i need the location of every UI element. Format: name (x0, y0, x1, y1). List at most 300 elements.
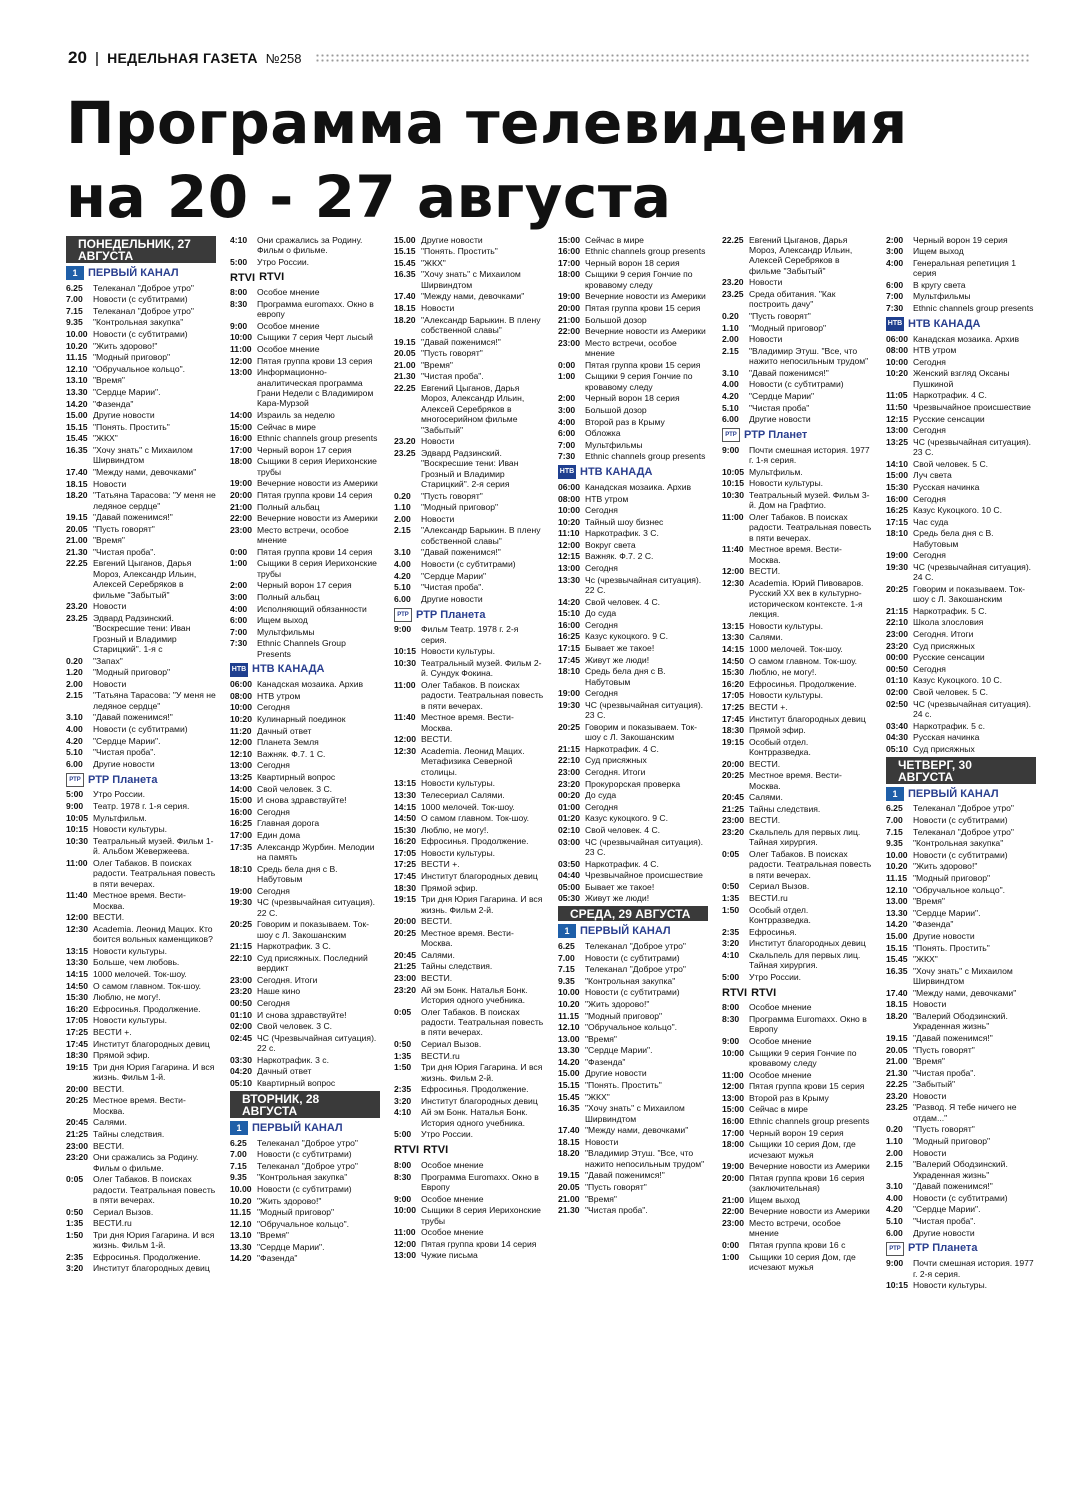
program-time: 13.10 (230, 1230, 252, 1241)
channel-name: RTVI (751, 986, 777, 999)
program-time: 9.35 (886, 838, 903, 849)
program-title: Новости культуры. (913, 1280, 988, 1291)
program-time: 5.10 (722, 402, 739, 413)
program-title: Наркотрафик. 3 с. (257, 1054, 329, 1065)
program-title: ЧС (чрезвычайная ситуация). 24 С. (913, 561, 1032, 583)
program-time: 18:30 (66, 1050, 88, 1061)
program-entry (394, 1205, 544, 1227)
program-entry (558, 516, 708, 528)
program-time: 14:20 (558, 596, 580, 607)
program-entry (394, 1238, 544, 1250)
program-time: 6:00 (558, 428, 576, 439)
program-time: 14:15 (722, 643, 744, 654)
program-time: 12.10 (558, 1022, 580, 1033)
program-title: "Сердце Марии" (749, 390, 815, 401)
program-time: 3:20 (722, 938, 740, 949)
program-entry (722, 334, 872, 346)
program-title: Олег Табаков. В поисках радости. Театральная повесть в пяти вечерах. (421, 679, 544, 711)
program-entry (558, 813, 708, 825)
program-title: Ефросинья. Продолжение. (93, 1251, 201, 1262)
program-title: "Давай поженимся!" (913, 1032, 993, 1043)
schedule-column-3 (394, 234, 544, 1496)
program-entry (558, 824, 708, 836)
program-entry (722, 655, 872, 667)
program-time: 13:00 (886, 425, 908, 436)
program-title: Сегодня (257, 806, 290, 817)
program-entry (66, 546, 216, 558)
program-time: 8:30 (230, 298, 248, 309)
program-time: 7:00 (230, 626, 248, 637)
program-time: 02:45 (230, 1032, 252, 1043)
program-entry (722, 390, 872, 402)
program-entry (230, 1009, 380, 1021)
program-title: Местное время. Вести-Москва. (749, 770, 842, 791)
program-entry (886, 1124, 1036, 1136)
program-entry (230, 952, 380, 974)
program-entry (722, 345, 872, 367)
program-time: 10:00 (394, 1205, 416, 1216)
program-time: 16:25 (230, 818, 252, 829)
program-entry (886, 1181, 1036, 1193)
program-entry (722, 1217, 872, 1239)
program-time: 4.00 (886, 1192, 903, 1203)
program-title: Программа Euromaxx. Окно в Европу (749, 1014, 867, 1035)
program-time: 18.15 (394, 302, 416, 313)
program-title: "ЖКХ" (93, 433, 118, 444)
program-title: Мультфильм. (749, 466, 803, 477)
program-entry (230, 343, 380, 355)
program-entry (886, 1280, 1036, 1292)
program-time: 15.00 (558, 1068, 580, 1079)
program-title: "Время" (93, 375, 125, 386)
program-entry (66, 410, 216, 422)
program-time: 13.10 (66, 375, 88, 386)
program-time: 19:00 (886, 550, 908, 561)
program-title: Свой человек. 3 С. (257, 783, 333, 794)
program-time: 2:35 (394, 1084, 412, 1095)
program-title: Говорим и показываем. Ток-шоу с Л. Закошанским (585, 721, 698, 743)
program-title: ВЕСТИ.ru (93, 1218, 132, 1229)
program-time: 12:30 (66, 923, 88, 934)
program-entry (886, 605, 1036, 617)
program-title: Средь бела дня с В. Набутовым (913, 528, 994, 549)
program-time: 15:00 (230, 795, 252, 806)
program-entry (230, 702, 380, 714)
program-entry (886, 884, 1036, 896)
program-time: 17:25 (394, 859, 416, 870)
program-entry (558, 1033, 708, 1045)
program-title: Три дня Юрия Гагарина. И вся жизнь. Фильм 2-й. (421, 894, 543, 915)
program-entry (886, 528, 1036, 550)
program-time: 14.20 (558, 1056, 580, 1067)
program-time: 13.30 (230, 1241, 252, 1252)
program-entry (886, 583, 1036, 605)
program-title: ВЕСТИ +. (93, 1026, 132, 1037)
program-title: Сегодня (585, 619, 618, 630)
program-entry (558, 790, 708, 802)
program-title: "Сердце Марии". (913, 1204, 981, 1215)
program-title: Наше кино (257, 986, 301, 997)
program-entry (886, 1135, 1036, 1147)
program-time: 12:00 (66, 912, 88, 923)
program-entry (230, 478, 380, 490)
program-time: 15.00 (394, 234, 416, 245)
program-entry (66, 305, 216, 317)
program-time: 9:00 (394, 1193, 412, 1204)
program-title: Наркотрафик. 3 С. (257, 941, 331, 952)
program-title: Три дня Юрия Гагарина. И вся жизнь. Фильм 1-й. (93, 1229, 215, 1251)
program-entry (394, 525, 544, 547)
program-title: Сегодня. Итоги (913, 629, 974, 640)
program-time: 19:15 (394, 894, 416, 905)
program-time: 17.40 (558, 1125, 580, 1136)
program-entry (230, 679, 380, 691)
program-entry (394, 257, 544, 269)
program-entry (66, 282, 216, 294)
program-time: 15.45 (66, 433, 88, 444)
program-title: Живут же люди! (585, 893, 650, 904)
program-time: 20.05 (886, 1044, 908, 1055)
program-title: Евгений Цыганов, Дарья Мороз, Александр Ильин, Алексей Серебряков в фильме "Забытый" (749, 234, 853, 276)
program-entry (558, 269, 708, 291)
program-time: 22:10 (886, 617, 908, 628)
program-entry (394, 593, 544, 605)
program-entry (886, 1044, 1036, 1056)
program-title: ЧС (Чрезвычайная ситуация). 22 с. (257, 1032, 377, 1054)
program-title: Особое мнение (749, 1002, 812, 1013)
program-entry (886, 907, 1036, 919)
program-title: Новости (с субтитрами) (585, 952, 680, 963)
program-time: 7.00 (230, 1149, 247, 1160)
program-time: 14:00 (230, 409, 252, 420)
program-time: 00:00 (886, 652, 908, 663)
program-title: "Время" (585, 1193, 617, 1204)
program-entry (230, 513, 380, 525)
program-time: 15:30 (66, 992, 88, 1003)
first-channel-logo-icon: 1 (66, 266, 84, 280)
program-time: 2.15 (722, 345, 739, 356)
program-entry (394, 927, 544, 949)
program-title: Сыщики 10 серия Дом, где исчезают мужья (749, 1139, 856, 1160)
program-time: 11:40 (66, 890, 88, 901)
program-time: 21.30 (394, 371, 416, 382)
program-title: Тайны следствия. (93, 1128, 165, 1139)
program-title: "Давай поженимся!" (421, 547, 501, 558)
program-title: Academia. Леонид Мацих. Кто боится вольных каменщиков? (93, 923, 213, 945)
program-entry (394, 801, 544, 813)
program-title: Вечерние новости из Америки (585, 326, 706, 337)
program-title: "Между нами, девочками" (93, 466, 197, 477)
program-time: 14:50 (66, 980, 88, 991)
program-title: Новости (585, 1136, 619, 1147)
program-time: 13:30 (66, 957, 88, 968)
program-entry (722, 667, 872, 679)
program-entry (722, 379, 872, 391)
program-title: Вечерние новости из Америки (749, 1206, 870, 1217)
channel-name: РТР Планета (88, 773, 158, 786)
program-time: 17:00 (230, 444, 252, 455)
first-channel-logo-icon: 1 (886, 787, 904, 801)
program-title: Новости (с субтитрами) (257, 1149, 352, 1160)
program-title: Ефросинья. (749, 926, 797, 937)
program-time: 20:00 (394, 916, 416, 927)
program-entry (886, 826, 1036, 838)
program-title: Новости культуры. (421, 847, 496, 858)
program-time: 12:00 (394, 734, 416, 745)
program-entry (886, 345, 1036, 357)
program-entry (886, 732, 1036, 744)
rtr-logo-icon: РТР (394, 608, 412, 622)
program-time: 23:20 (394, 984, 416, 995)
program-title: Канадская мозаика. Архив (257, 679, 364, 690)
program-time: 15.45 (886, 954, 908, 965)
tv-schedule (66, 234, 1036, 1496)
program-entry (722, 770, 872, 792)
program-time: 15:30 (394, 824, 416, 835)
program-time: 11:00 (394, 679, 416, 690)
program-title: "Понять. Простить" (913, 942, 990, 953)
program-title: Наркотрафик. 5 С. (913, 605, 987, 616)
program-entry (66, 317, 216, 329)
program-title: Программа euromaxx. Окно в европу (257, 298, 374, 320)
program-entry (722, 1239, 872, 1251)
program-entry (66, 1117, 216, 1129)
program-title: Институт благородных девиц (749, 938, 866, 949)
program-entry (558, 836, 708, 858)
program-title: Сегодня (585, 563, 618, 574)
program-title: Фильм Театр. 1978 г. 2-я серия. (421, 624, 519, 645)
program-time: 3.10 (722, 367, 739, 378)
program-time: 22:00 (722, 1206, 744, 1217)
program-entry (886, 1090, 1036, 1102)
program-time: 10:00 (722, 1047, 744, 1058)
program-title: Три дня Юрия Гагарина. И вся жизнь. Фильм 1-й. (93, 1061, 215, 1083)
program-entry (558, 428, 708, 440)
program-time: 2.15 (394, 525, 411, 536)
program-entry (66, 398, 216, 410)
program-time: 20:00 (722, 1172, 744, 1183)
channel-name: НТВ КАНАДА (252, 663, 325, 676)
program-entry (66, 1061, 216, 1083)
program-time: 1.10 (394, 502, 411, 513)
program-title: Новости (913, 1090, 947, 1101)
program-time: 23:20 (66, 1152, 88, 1163)
program-time: 5.10 (394, 582, 411, 593)
program-title: ЧС (чрезвычайная ситуация). 23 С. (585, 699, 704, 721)
program-time: 23:00 (230, 524, 252, 535)
program-time: 19:00 (230, 885, 252, 896)
program-title: Живут же люди! (585, 654, 650, 665)
program-title: Почти смешная история. 1977 г. 1-я серия. (749, 444, 870, 466)
program-title: Новости культуры. (421, 646, 496, 657)
program-title: Мультфильмы (913, 291, 971, 302)
program-title: Сегодня (585, 801, 618, 812)
program-title: О самом главном. Ток-шоу. (421, 813, 530, 824)
program-entry (66, 1050, 216, 1062)
program-time: 01:20 (558, 813, 580, 824)
program-entry (722, 1104, 872, 1116)
program-time: 10.20 (558, 998, 580, 1009)
program-time: 7:30 (558, 451, 576, 462)
program-entry (230, 1032, 380, 1054)
program-entry (558, 314, 708, 326)
program-entry (722, 892, 872, 904)
program-time: 18.20 (558, 1148, 580, 1159)
program-title: Евгений Цыганов, Дарья Мороз, Александр Ильин, Алексей Серебряков в фильме "Забытый" (93, 558, 197, 600)
program-title: "Время" (913, 896, 945, 907)
program-entry (886, 617, 1036, 629)
channel-name: RTVI (259, 271, 285, 284)
program-entry (722, 577, 872, 620)
program-time: 21:00 (722, 1194, 744, 1205)
program-time: 11:00 (722, 1069, 744, 1080)
program-entry (886, 1010, 1036, 1032)
program-title: Наркотрафик. 5 с. (913, 720, 985, 731)
program-entry (722, 489, 872, 511)
program-entry (230, 1149, 380, 1161)
program-entry (230, 737, 380, 749)
program-time: 12.10 (886, 884, 908, 895)
program-entry (558, 1068, 708, 1080)
program-time: 6.25 (886, 803, 903, 814)
program-entry (722, 1047, 872, 1069)
program-time: 06:00 (230, 679, 252, 690)
program-entry (230, 1054, 380, 1066)
program-time: 15.15 (394, 246, 416, 257)
schedule-column-2 (230, 234, 380, 1496)
program-time: 10:00 (886, 356, 908, 367)
channel-header (230, 1121, 380, 1135)
program-title: Academia. Леонид Мацих. Метафизика Северной столицы. (421, 745, 525, 777)
program-title: "Владимир Этуш. "Все, что нажито непосильным трудом" (749, 345, 869, 367)
program-title: "Контрольная закупка" (585, 975, 676, 986)
program-title: Телесериал Салями. (421, 789, 505, 800)
program-title: ВЕСТИ. (93, 912, 125, 923)
program-entry (66, 1206, 216, 1218)
program-title: "Чистая проба" (749, 402, 810, 413)
program-title: Прямой эфир. (421, 882, 478, 893)
program-entry (394, 1062, 544, 1084)
program-time: 21.00 (394, 359, 416, 370)
program-title: Тайный шоу бизнес (585, 516, 664, 527)
program-time: 15.15 (66, 421, 88, 432)
program-title: Суд присяжных (585, 755, 647, 766)
program-entry (230, 941, 380, 953)
program-title: "Валерий Ободзинский. Украденная жизнь" (913, 1159, 1008, 1180)
program-entry (886, 257, 1036, 279)
program-title: "Татьяна Тарасова: "У меня не ледяное сердце" (93, 490, 216, 511)
program-entry (230, 795, 380, 807)
program-time: 20:00 (66, 1083, 88, 1094)
program-title: Театральный музей. Фильм 1-й. Альбом Жевержеева. (93, 835, 214, 857)
channel-name: РТР Планета (416, 608, 486, 621)
program-time: 12:00 (394, 1238, 416, 1249)
program-time: 19.15 (66, 512, 88, 523)
program-title: Новости (421, 436, 455, 447)
program-entry (558, 1170, 708, 1182)
program-time: 14:15 (394, 801, 416, 812)
program-title: "Жить здорово!" (93, 340, 158, 351)
program-entry (886, 1215, 1036, 1227)
program-title: Сегодня (913, 356, 946, 367)
program-entry (394, 778, 544, 790)
program-title: Телеканал "Доброе утро" (585, 964, 686, 975)
program-title: Особый отдел. Контрразведка. (749, 904, 811, 926)
program-time: 17:45 (394, 871, 416, 882)
program-entry (394, 949, 544, 961)
program-entry (558, 551, 708, 563)
program-time: 16:00 (558, 619, 580, 630)
program-title: Сегодня (913, 550, 946, 561)
program-title: Салями. (749, 632, 783, 643)
program-title: ВЕСТИ. (421, 973, 453, 984)
program-title: Телеканал "Доброе утро" (585, 940, 686, 951)
program-time: 1:50 (722, 904, 740, 915)
program-entry (886, 390, 1036, 402)
program-entry (886, 896, 1036, 908)
program-time: 23:00 (722, 815, 744, 826)
program-title: Другие новости (913, 930, 975, 941)
program-time: 21:00 (230, 501, 252, 512)
program-title: "Запах" (93, 655, 123, 666)
program-title: Пятая группа крови 14 серия (257, 546, 373, 557)
program-title: Наркотрафик. 4 С. (913, 390, 987, 401)
program-entry (886, 401, 1036, 413)
program-time: 23:00 (66, 1140, 88, 1151)
program-entry (230, 1207, 380, 1219)
program-entry (66, 923, 216, 945)
program-entry (230, 1218, 380, 1230)
program-title: Бывает же такое! (585, 881, 655, 892)
program-entry (886, 965, 1036, 987)
program-entry (886, 458, 1036, 470)
program-title: О самом главном. Ток-шоу. (749, 655, 858, 666)
program-time: 17:05 (722, 690, 744, 701)
program-time: 19:15 (66, 1061, 88, 1072)
program-title: Ищем выход (257, 615, 308, 626)
program-title: Ефросинья. Продолжение. (421, 836, 529, 847)
program-entry (230, 615, 380, 627)
program-title: Кулинарный поединок (257, 714, 346, 725)
program-time: 3:20 (66, 1263, 84, 1274)
program-time: 15.45 (394, 257, 416, 268)
program-title: Новости (с субтитрами) (257, 1183, 352, 1194)
program-entry (230, 829, 380, 841)
program-time: 0.20 (394, 490, 411, 501)
program-title: Израиль за неделю (257, 409, 335, 420)
program-title: ВЕСТИ.ru (421, 1050, 460, 1061)
program-entry (394, 646, 544, 658)
program-title: Чужие письма (421, 1250, 478, 1261)
program-time: 7:00 (886, 291, 904, 302)
program-time: 11:40 (394, 712, 416, 723)
program-entry (230, 974, 380, 986)
program-time: 13:25 (886, 436, 908, 447)
program-entry (66, 363, 216, 375)
program-time: 6:00 (886, 279, 904, 290)
program-time: 7.00 (886, 815, 903, 825)
program-entry (66, 992, 216, 1004)
program-time: 3:00 (558, 404, 576, 415)
program-time: 11.15 (66, 352, 88, 363)
program-title: Новости культуры. (749, 478, 824, 489)
program-time: 4.00 (66, 724, 83, 735)
program-time: 13:15 (394, 778, 416, 789)
program-time: 3:00 (230, 591, 248, 602)
program-title: "Давай поженимся!" (93, 512, 173, 523)
program-time: 14.20 (66, 398, 88, 409)
program-title: Телеканал "Доброе утро" (257, 1137, 358, 1148)
